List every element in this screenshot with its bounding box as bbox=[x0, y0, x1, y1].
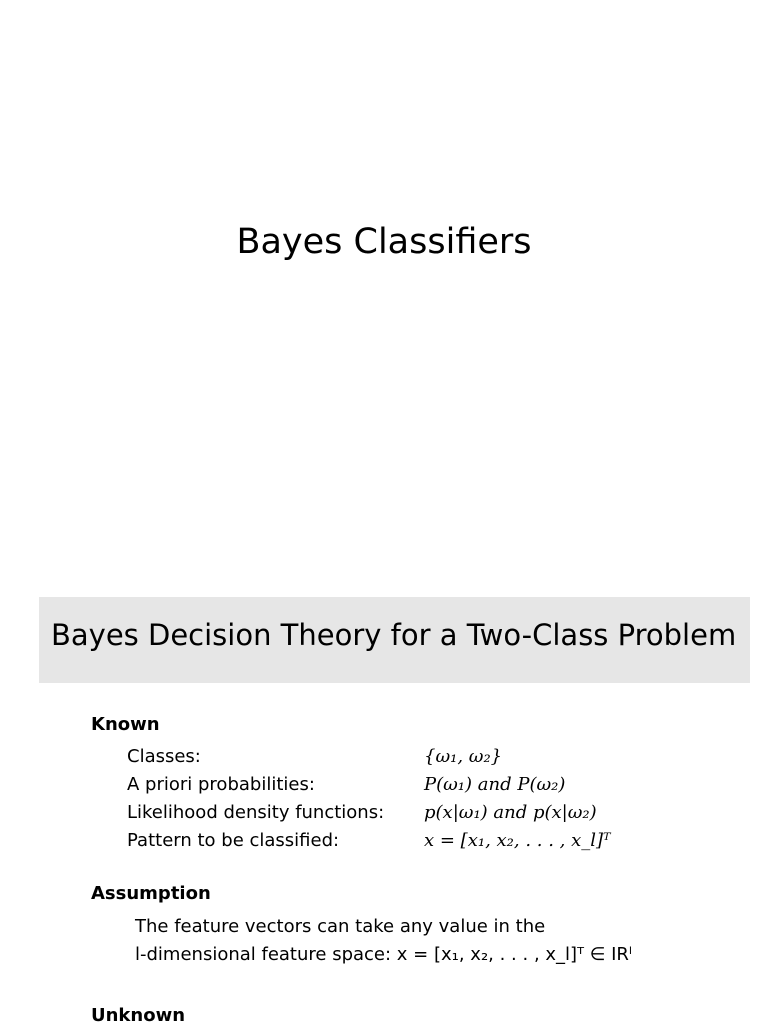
assumption-line-2: l-dimensional feature space: x = [x₁, x₂, . . . , x_l]ᵀ ∈ IRˡ bbox=[135, 944, 632, 965]
slide-heading: Bayes Decision Theory for a Two-Class Problem bbox=[51, 618, 737, 652]
known-row-value: p(x|ω₁) and p(x|ω₂) bbox=[424, 802, 597, 823]
known-row-pattern bbox=[127, 827, 707, 855]
slide-header-bar bbox=[39, 597, 750, 683]
known-section-label: Known bbox=[91, 714, 160, 735]
unknown-section-label: Unknown bbox=[91, 1005, 186, 1026]
known-row-label: A priori probabilities: bbox=[127, 774, 315, 795]
known-list bbox=[127, 743, 707, 855]
known-row-classes bbox=[127, 743, 707, 771]
assumption-text bbox=[135, 913, 632, 969]
slide-bayes-decision-theory bbox=[0, 597, 768, 1024]
slide-title: Bayes Classifiers bbox=[236, 222, 532, 262]
known-row-value: P(ω₁) and P(ω₂) bbox=[424, 774, 566, 795]
known-row-label: Likelihood density functions: bbox=[127, 802, 385, 823]
known-row-label: Classes: bbox=[127, 746, 201, 767]
known-row-value: x = [x₁, x₂, . . . , x_l]ᵀ bbox=[424, 830, 611, 851]
known-row-value: {ω₁, ω₂} bbox=[424, 746, 503, 767]
assumption-section-label: Assumption bbox=[91, 883, 211, 904]
known-row-label: Pattern to be classified: bbox=[127, 830, 340, 851]
assumption-line-1: The feature vectors can take any value in the bbox=[135, 916, 546, 937]
known-row-priors bbox=[127, 771, 707, 799]
known-row-likelihoods bbox=[127, 799, 707, 827]
